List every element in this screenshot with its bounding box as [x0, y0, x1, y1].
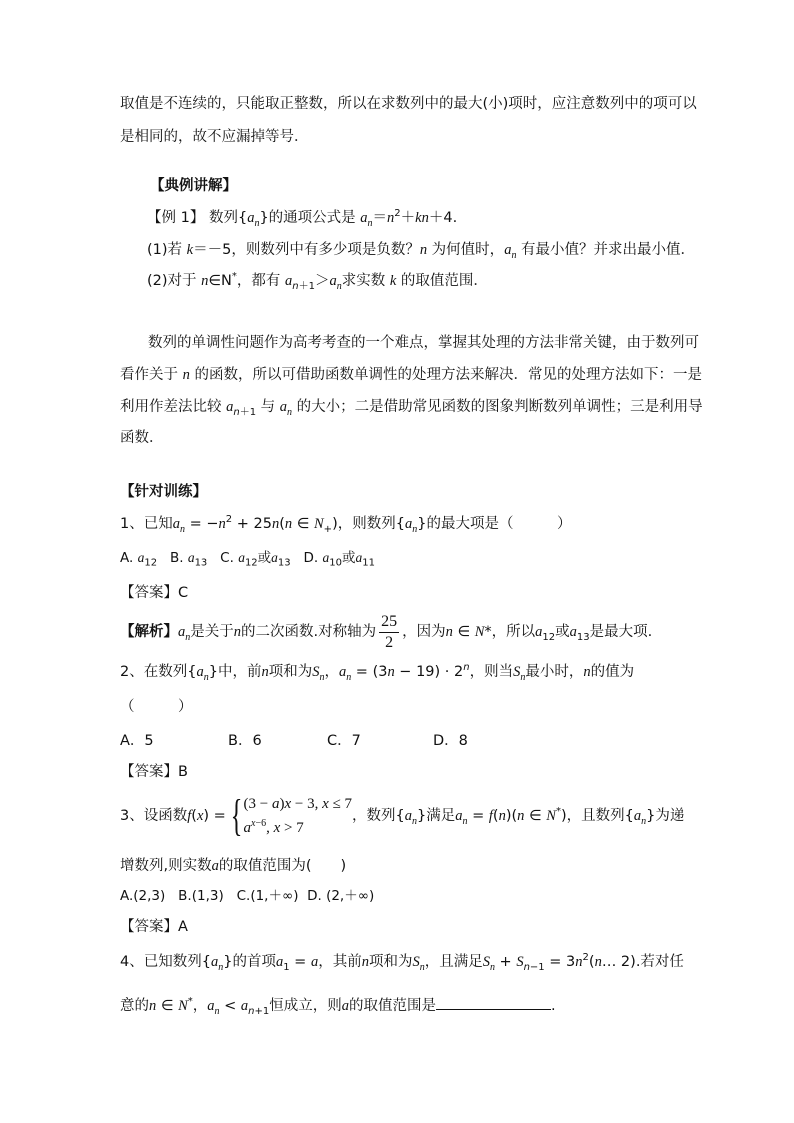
fraction-25-over-2: $\frac{25}{2}$ [381, 612, 398, 651]
question-2: 2、在数列$\{a_n\}$中，前n项和为$S_n$，$a_n = (3n - 19) \cdot 2^n$，则当$S_n$最小时，n的值为 [120, 662, 635, 683]
answer-blank [436, 995, 551, 1010]
question-1-answer: 【答案】C [120, 585, 189, 601]
question-3-line-2: 增数列,则实数a的取值范围为( ) [120, 858, 347, 874]
piecewise-cases: (3 − a)x − 3, x ≤ 7 $a^{x-6}$, x > 7 [243, 796, 353, 836]
question-4-line-2: 意的n ∈ N*，$a_n < a_{n+1}$恒成立，则a的取值范围是 . [120, 996, 556, 1017]
question-3-answer: 【答案】A [120, 919, 188, 935]
training-section-title: 【针对训练】 [120, 484, 207, 500]
piecewise-brace: { [231, 791, 243, 840]
example-section-title: 【典例讲解】 [150, 178, 237, 194]
example-part-2: (2)对于 n∈N*，都有 $a_{n+1}>a_n$求实数 k 的取值范围． [147, 271, 488, 292]
question-2-answer: 【答案】B [120, 764, 188, 780]
method-line-2: 看作关于 n 的函数，所以可借助函数单调性的处理方法来解决．常见的处理方法如下：一是 [120, 367, 702, 383]
intro-line-2: 是相同的，故不应漏掉等号． [120, 129, 309, 145]
example-label: 【例 1】 [147, 210, 205, 226]
method-line-1: 数列的单调性问题作为高考考查的一个难点，掌握其处理的方法非常关键，由于数列可 [148, 335, 699, 351]
question-4: 4、已知数列$\{a_n\}$的首项$a_1 = a$，其前n项和为$S_n$，且满足$S_n + S_{n-1}$ = $3n^2(n\dots$ 2).若对任 [120, 952, 684, 973]
question-3-options: A.(2,3) B.(1,3) C.(1,＋∞) D. (2,＋∞) [120, 888, 375, 904]
example-part-1: (1)若 k＝－5，则数列中有多少项是负数？n 为何值时，$a_n$ 有最小值？并求出最小值． [147, 242, 696, 261]
question-1-analysis: 【解析】$a_n$是关于n的二次函数.对称轴为 $\frac{25}{2}$ ，因为n ∈ N*，所以$a_{12}$或$a_{13}$是最大项. [120, 612, 653, 651]
question-1: 1、已知$a_n = -n^2 + 25n(n$ ∈ $N_+$)，则数列$\{a_n\}$的最大项是（ ） [120, 514, 572, 535]
question-1-options: A. $a_{12}$ B. $a_{13}$ C. $a_{12}$或$a_{13}$ D. $a_{10}$或$a_{11}$ [120, 550, 375, 569]
method-line-3: 利用作差法比较 $a_{n+1}$ 与 $a_n$ 的大小；二是借助常见函数的图象判断数列单调性；三是利用导 [120, 399, 703, 418]
intro-line-1: 取值是不连续的，只能取正整数，所以在求数列中的最大(小)项时，应注意数列中的项可以 [120, 96, 697, 112]
document-page: 取值是不连续的，只能取正整数，所以在求数列中的最大(小)项时，应注意数列中的项可以 是相同的，故不应漏掉等号． 【典例讲解】 【例 1】 数列$\{a_n\}$的通项公式是 $a_n=n^2+kn+4$. (1)若 k＝－5，则数列中有多少项是负数？n 为何值时，$a_n$ 有最小值？并求出最小值． (2)对于 n∈N*，都有 $a_{n+1}>a_n$求实数 k 的取值范围． 数列的单调性问题作为高考考查的一个难点，掌握其处理的方法非常关键，由于数列可 看作关于 n 的函数，所以可借助函数单调性的处理方法来解决．常见的处理方法如下：一是 利用作差法比较 $a_{n+1}$ 与 $a_n$ 的大小；二是借助常见函数的图象判断数列单调性；三是利用导 函数． 【针对训练】 1、已知$a_n = -n^2 + 25n(n$ ∈ $N_+$)，则数列$\{a_n\}$的最大项是（ ） A. $a_{12}$ B. $a_{13}$ C. $a_{12}$或$a_{13}$ D. $a_{10}$或$a_{11}$ 【答案】C 【解析】$a_n$是关于n的二次函数.对称轴为 $\frac{25}{2}$ ，因为n ∈ N*，所以$a_{12}$或$a_{13}$是最大项. 2、在数列$\{a_n\}$中，前n项和为$S_n$，$a_n = (3n - 19) \cdot 2^n$，则当$S_n$最小时，n的值为 （ ） A．5 B．6 C．7 D．8 【答案】B 3、设函数f(x) = { (3 − a)x − 3, x ≤ 7 $a^{x-6}$, x > 7 ，数列$\{a_n\}$满足$a_n = f(n)(n$ ∈ N*)，且数列$\{a_n\}$为递 增数列,则实数a的取值范围为( ) A.(2,3) B.(1,3) C.(1,＋∞) D. (2,＋∞) 【答案】A 4、已知数列$\{a_n\}$的首项$a_1 = a$，其前n项和为$S_n$，且满足$S_n + S_{n-1}$ = $3n^2(n\dots$ 2).若对任 意的n ∈ N*，$a_n < a_{n+1}$恒成立，则a的取值范围是 . [120, 96, 703, 1017]
question-2-paren: （ ） [120, 699, 193, 715]
question-3: 3、设函数f(x) = { (3 − a)x − 3, x ≤ 7 $a^{x-6}$, x > 7 ，数列$\{a_n\}$满足$a_n = f(n)(n$ ∈ N*)，且数列$\{a_n\}$为递 [120, 791, 685, 840]
method-line-4: 函数． [120, 430, 164, 446]
example-statement: 【例 1】 数列$\{a_n\}$的通项公式是 $a_n=n^2+kn+4$. [147, 208, 458, 229]
